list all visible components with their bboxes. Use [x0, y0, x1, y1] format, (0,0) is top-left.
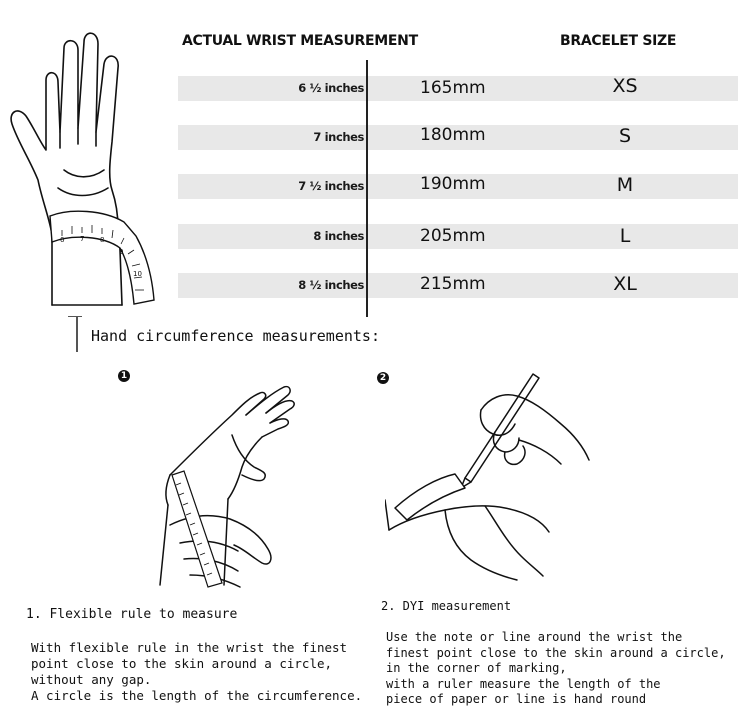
- step-1-line: without any gap.: [31, 672, 152, 687]
- tape-tick-9: 9: [119, 248, 124, 256]
- tape-tick-10: 10: [133, 270, 142, 278]
- wrist-inches-cell: 7 ½ inches: [298, 179, 364, 193]
- step-1-title: 1. Flexible rule to measure: [26, 607, 238, 622]
- bracelet-size-header: BRACELET SIZE: [560, 33, 677, 49]
- wrist-measurement-header: ACTUAL WRIST MEASUREMENT: [182, 33, 418, 49]
- wrist-paper-strip-illustration: [385, 370, 605, 590]
- bracelet-size-cell: M: [616, 174, 634, 196]
- wrist-flexible-rule-illustration: [150, 375, 350, 590]
- title-bracket: [68, 316, 82, 317]
- step-1-line: With flexible rule in the wrist the finest: [31, 640, 348, 655]
- step-2-line: in the corner of marking,: [386, 661, 567, 675]
- step-1-description: [31, 640, 362, 704]
- step-1-line: A circle is the length of the circumference.: [31, 688, 363, 703]
- tape-tick-8: 8: [100, 236, 105, 244]
- bracelet-size-cell: S: [618, 125, 632, 147]
- step-2-line: with a ruler measure the length of the: [386, 676, 661, 691]
- hand-circumference-title: Hand circumference measurements:: [91, 327, 380, 345]
- wrist-mm-cell: 205mm: [420, 226, 486, 246]
- wrist-mm-cell: 215mm: [420, 274, 486, 294]
- tape-tick-6: 6: [60, 236, 65, 244]
- title-bracket: [76, 316, 78, 352]
- step-1-badge: 1: [118, 370, 130, 382]
- step-2-description: [386, 630, 726, 708]
- step-1-line: point close to the skin around a circle,: [31, 656, 333, 671]
- wrist-mm-cell: 180mm: [420, 125, 486, 145]
- bracelet-size-cell: L: [619, 225, 631, 247]
- step-2-line: piece of paper or line is hand round: [386, 692, 647, 706]
- bracelet-size-cell: XL: [613, 273, 637, 295]
- step-2-line: Use the note or line around the wrist the: [386, 630, 683, 644]
- bracelet-size-cell: XS: [612, 75, 638, 97]
- hand-with-tape-illustration: [0, 20, 175, 320]
- table-divider: [366, 60, 368, 317]
- step-2-badge: 2: [377, 372, 389, 384]
- tape-tick-7: 7: [80, 235, 85, 243]
- wrist-inches-cell: 6 ½ inches: [298, 81, 364, 95]
- wrist-inches-cell: 8 ½ inches: [298, 278, 364, 292]
- wrist-inches-cell: 7 inches: [313, 130, 364, 144]
- step-2-line: finest point close to the skin around a circle,: [386, 645, 726, 660]
- wrist-mm-cell: 190mm: [420, 174, 486, 194]
- wrist-inches-cell: 8 inches: [313, 229, 364, 243]
- wrist-mm-cell: 165mm: [420, 78, 486, 98]
- step-2-title: 2. DYI measurement: [381, 599, 512, 613]
